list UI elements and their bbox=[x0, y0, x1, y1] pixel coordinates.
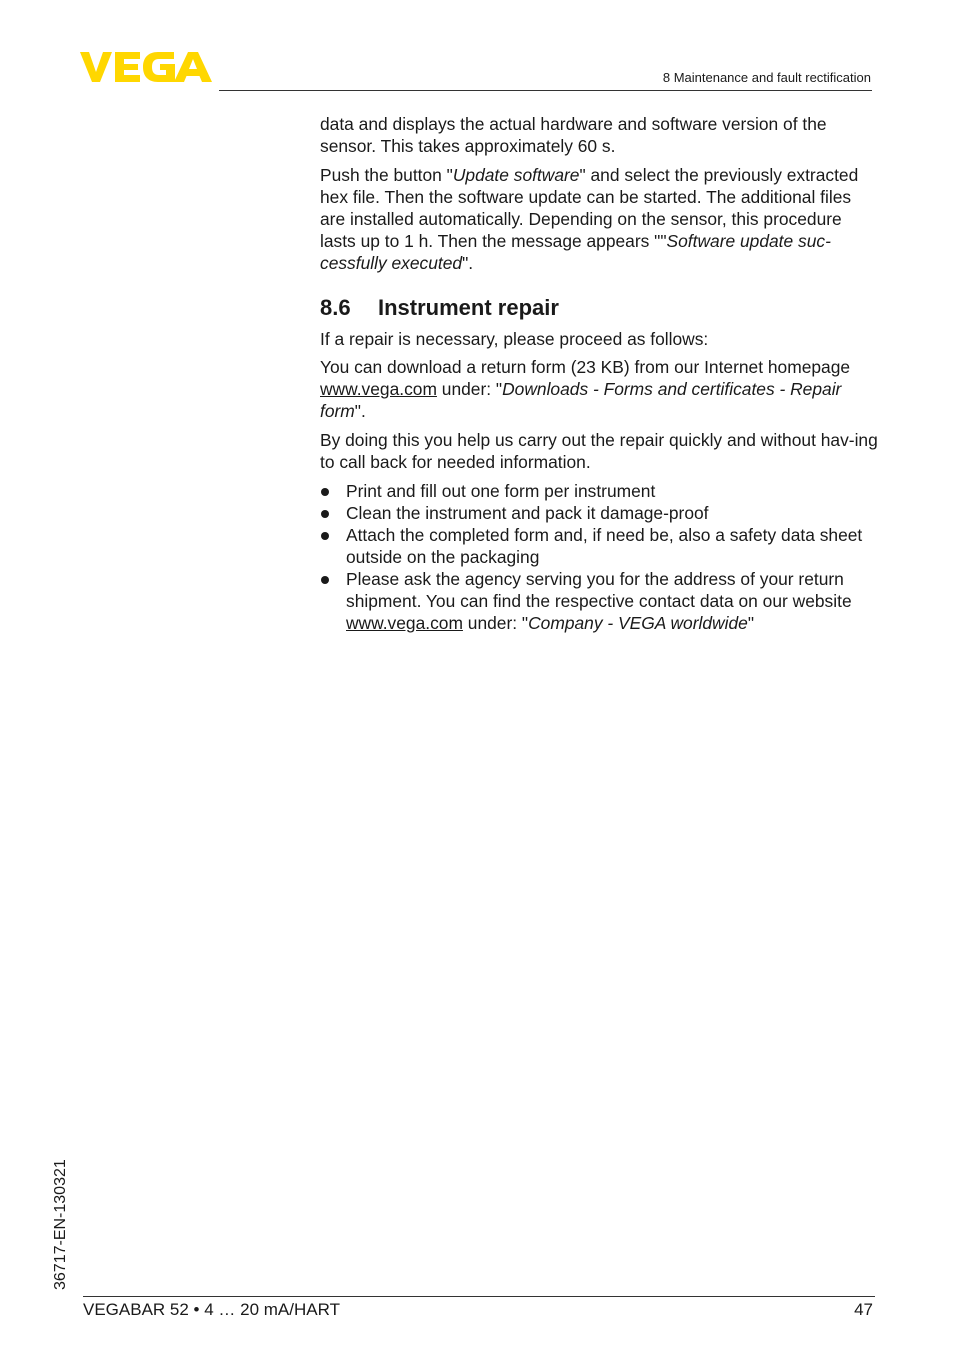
footer-product: VEGABAR 52 • 4 … 20 mA/HART bbox=[83, 1300, 340, 1319]
section-number: 8.6 bbox=[320, 295, 351, 320]
italic-path: Company - VEGA worldwide bbox=[528, 613, 748, 633]
text-run: Please ask the agency serving you for the address of your return shipment. You can find the respective contact data on our website bbox=[346, 569, 852, 611]
paragraph-return-form bbox=[320, 356, 878, 422]
list-item bbox=[320, 502, 878, 524]
list-item-text: Clean the instrument and pack it damage-proof bbox=[346, 503, 709, 523]
header-section-title: 8 Maintenance and fault rectification bbox=[662, 70, 871, 85]
website-link[interactable]: www.vega.com bbox=[320, 379, 437, 399]
main-content bbox=[320, 113, 878, 634]
bullet-icon bbox=[321, 532, 329, 540]
header-divider bbox=[219, 90, 872, 91]
bullet-icon bbox=[321, 576, 329, 584]
text-run: under: " bbox=[462, 613, 529, 633]
text-run: " and select the previously extracted hex file. Then the software update can be started. The additional files are installed automatically. Depending on the sensor, this procedure lasts up to 1 h. Then the message appears "" bbox=[320, 165, 859, 251]
text-run: Push the button " bbox=[320, 165, 453, 185]
text-run: ". bbox=[354, 401, 366, 421]
italic-message: Software update suc-cessfully executed bbox=[320, 231, 831, 273]
bullet-icon bbox=[321, 510, 329, 518]
text-run: ". bbox=[462, 253, 474, 273]
list-item bbox=[320, 568, 878, 634]
paragraph-intro: data and displays the actual hardware and software version of the sensor. This takes approximately 60 s. bbox=[320, 114, 827, 156]
text-run: You can download a return form (23 KB) from our Internet homepage bbox=[320, 357, 851, 377]
list-item-text: Print and fill out one form per instrument bbox=[346, 481, 656, 501]
document-code: 36717-EN-130321 bbox=[52, 1159, 69, 1290]
paragraph-update-software bbox=[320, 164, 878, 274]
paragraph-repair-intro: If a repair is necessary, please proceed as follows: bbox=[320, 329, 709, 349]
list-item bbox=[320, 480, 878, 502]
paragraph-benefit: By doing this you help us carry out the repair quickly and without hav-ing to call back for needed information. bbox=[320, 430, 878, 472]
page-number: 47 bbox=[854, 1300, 873, 1319]
vega-logo bbox=[80, 50, 212, 84]
repair-steps-list bbox=[320, 480, 878, 634]
section-heading bbox=[320, 294, 878, 322]
italic-button-name: Update software bbox=[452, 165, 580, 185]
list-item bbox=[320, 524, 878, 568]
italic-path: Downloads - Forms and certificates - Repair form bbox=[320, 379, 842, 421]
list-item-text: Attach the completed form and, if need be, also a safety data sheet outside on the packaging bbox=[346, 525, 863, 567]
bullet-icon bbox=[321, 488, 329, 496]
text-run: " bbox=[747, 613, 755, 633]
section-title: Instrument repair bbox=[378, 295, 559, 320]
footer-divider bbox=[83, 1296, 875, 1297]
text-run: under: " bbox=[436, 379, 503, 399]
website-link[interactable]: www.vega.com bbox=[346, 613, 463, 633]
